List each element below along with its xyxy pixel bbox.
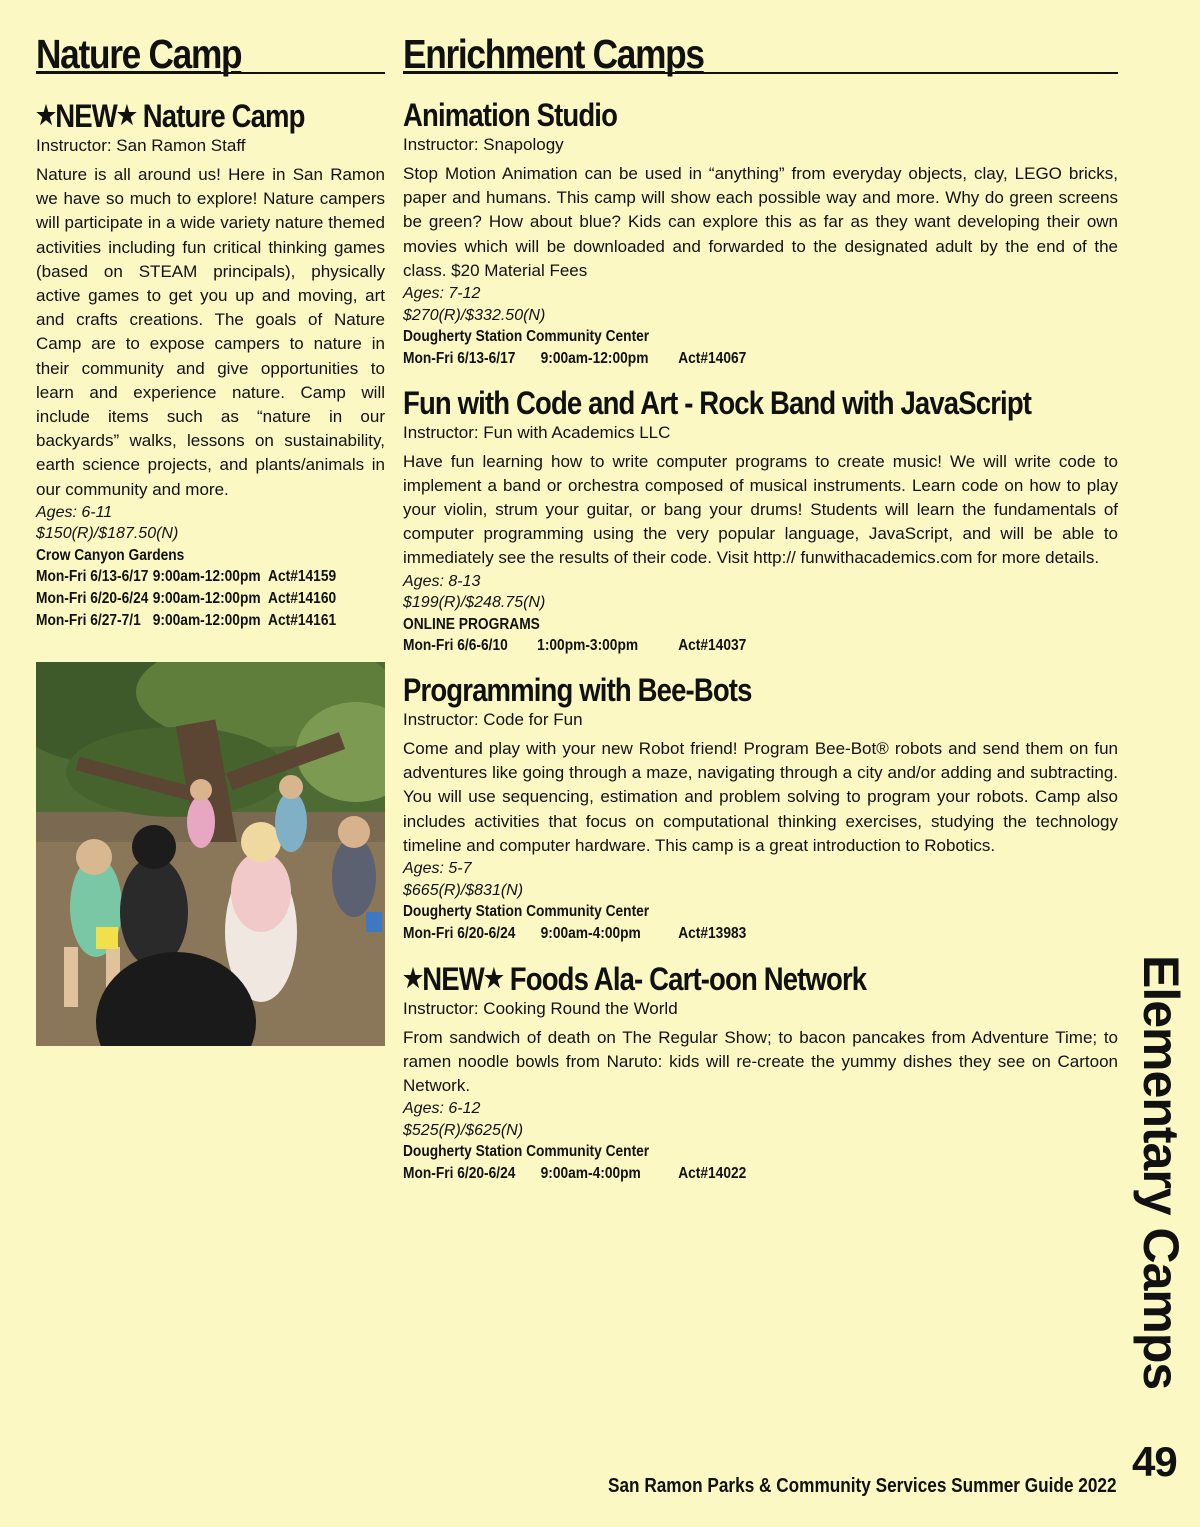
price: $150(R)/$187.50(N) bbox=[36, 525, 179, 543]
star-icon: ★ bbox=[116, 100, 137, 130]
price: $270(R)/$332.50(N) bbox=[403, 306, 546, 324]
camp-title: Fun with Code and Art - Rock Band with JavaScript bbox=[403, 384, 1032, 421]
camp-description: Come and play with your new Robot friend! Program Bee-Bot® robots and send them on fun adventures like going through a maze, navigating through a city and/or adding and subtracting. You will use sequencing, estimation and problem solving to program your robots. Camp also includes activities that focus on computational thinking exercises, studying the technology timeline and computer hardware. This camp is a great introduction to Robotics. bbox=[403, 739, 1118, 855]
nature-camp-photo bbox=[36, 662, 385, 1046]
ages: Ages: 7-12 bbox=[403, 285, 481, 303]
enrichment-camps-column bbox=[403, 30, 1118, 1185]
instructor: Instructor: Cooking Round the World bbox=[403, 998, 678, 1018]
session-days: Mon-Fri 6/13-6/17 bbox=[403, 349, 516, 367]
side-tab-elementary-camps: Elementary Camps bbox=[1133, 955, 1189, 1390]
new-badge: NEW bbox=[422, 960, 484, 997]
location: Dougherty Station Community Center bbox=[403, 903, 650, 921]
session-row bbox=[403, 348, 1018, 370]
camp-bee-bots bbox=[403, 671, 1118, 945]
ages: Ages: 6-12 bbox=[403, 1100, 481, 1118]
session-act: Act#14067 bbox=[678, 349, 747, 367]
star-icon: ★ bbox=[403, 962, 423, 993]
ages: Ages: 8-13 bbox=[403, 572, 481, 590]
session-days: Mon-Fri 6/20-6/24 bbox=[403, 1164, 516, 1182]
nature-camp-column bbox=[36, 30, 385, 632]
session-days: Mon-Fri 6/20-6/24 bbox=[403, 924, 516, 942]
session-act: Act#14161 bbox=[268, 612, 337, 630]
camp-title bbox=[403, 959, 1018, 998]
instructor: Instructor: San Ramon Staff bbox=[36, 136, 246, 155]
session-row bbox=[403, 635, 1018, 657]
session-row bbox=[403, 923, 1018, 945]
session-days: Mon-Fri 6/6-6/10 bbox=[403, 637, 508, 655]
location: Dougherty Station Community Center bbox=[403, 1143, 650, 1161]
footer: San Ramon Parks & Community Services Summer Guide 2022 bbox=[608, 1475, 1117, 1497]
camp-nature-camp bbox=[36, 96, 385, 632]
session-row bbox=[403, 1163, 1018, 1185]
ages: Ages: 6-11 bbox=[36, 503, 113, 521]
star-icon: ★ bbox=[483, 962, 504, 993]
price: $525(R)/$625(N) bbox=[403, 1121, 524, 1139]
session-act: Act#14022 bbox=[678, 1164, 747, 1182]
camp-foods-cartoon-network bbox=[403, 959, 1118, 1185]
session-time: 9:00am-4:00pm bbox=[540, 1164, 641, 1182]
instructor: Instructor: Snapology bbox=[403, 135, 564, 154]
session-row bbox=[36, 566, 336, 588]
session-days: Mon-Fri 6/20-6/24 bbox=[36, 590, 149, 608]
section-title-enrichment-camps: Enrichment Camps bbox=[403, 31, 704, 77]
session-time: 9:00am-12:00pm bbox=[152, 590, 261, 608]
camp-description: From sandwich of death on The Regular Show; to bacon pancakes from Adventure Time; to ramen noodle bowls from Naruto: kids will re-create the yummy dishes they see on Cartoon Network. bbox=[403, 1027, 1118, 1095]
instructor: Instructor: Code for Fun bbox=[403, 710, 583, 730]
star-icon: ★ bbox=[36, 100, 56, 130]
session-act: Act#14159 bbox=[268, 568, 337, 586]
camp-title: Programming with Bee-Bots bbox=[403, 672, 752, 709]
camp-title bbox=[36, 96, 336, 135]
session-row bbox=[36, 610, 336, 632]
location: Dougherty Station Community Center bbox=[403, 328, 650, 346]
session-time: 9:00am-12:00pm bbox=[152, 612, 261, 630]
session-act: Act#14037 bbox=[678, 637, 747, 655]
camp-title-text: Foods Ala- Cart-oon Network bbox=[509, 960, 867, 997]
session-days: Mon-Fri 6/27-7/1 bbox=[36, 612, 141, 630]
session-time: 9:00am-12:00pm bbox=[152, 568, 261, 586]
camp-description: Have fun learning how to write computer programs to create music! We will write code to implement a band or orchestra composed of musical instruments. Learn code on how to play your violin, strum your guitar, or bang your drums! Students will learn the fundamentals of computer programming using the very popular language, JavaScript, and will be able to immediately see the results of their code. Visit http:// funwithacademics.com for more details. bbox=[403, 451, 1118, 568]
location: ONLINE PROGRAMS bbox=[403, 615, 540, 633]
session-act: Act#14160 bbox=[268, 590, 337, 608]
camp-animation-studio bbox=[403, 96, 1118, 370]
camp-description: Stop Motion Animation can be used in “anything” from everyday objects, clay, LEGO bricks, paper and humans. This camp will show each possible way and more. Why do green screens be green? How about blue? Kids can explore this as far as they want developing their own movies which will be downloaded and forwarded to the designated adult by the end of the class. $20 Material Fees bbox=[403, 164, 1118, 280]
session-days: Mon-Fri 6/13-6/17 bbox=[36, 568, 149, 586]
new-badge: NEW bbox=[55, 98, 117, 134]
page-number: 49 bbox=[1132, 1438, 1177, 1485]
session-time: 9:00am-4:00pm bbox=[540, 924, 641, 942]
location: Crow Canyon Gardens bbox=[36, 546, 185, 564]
session-time: 1:00pm-3:00pm bbox=[537, 637, 639, 655]
price: $665(R)/$831(N) bbox=[403, 881, 524, 899]
ages: Ages: 5-7 bbox=[403, 860, 472, 878]
session-act: Act#13983 bbox=[678, 924, 747, 942]
instructor: Instructor: Fun with Academics LLC bbox=[403, 422, 671, 442]
camp-title: Animation Studio bbox=[403, 97, 618, 133]
session-row bbox=[36, 588, 336, 610]
section-title-nature-camp: Nature Camp bbox=[36, 31, 242, 77]
camp-fun-with-code bbox=[403, 384, 1118, 658]
camp-title-text: Nature Camp bbox=[142, 98, 305, 134]
camp-description: Nature is all around us! Here in San Ramon we have so much to explore! Nature campers will participate in a wide variety nature themed activities including fun critical thinking games (based on STEAM principals), physically active games to get you up and moving, art and crafts creations. The goals of Nature Camp are to expose campers to nature in their community and give opportunities to learn and experience nature. Camp will include items such as “nature in our backyards” walks, lessons on sustainability, earth science projects, and plants/animals in our community and more. bbox=[36, 165, 385, 499]
session-time: 9:00am-12:00pm bbox=[540, 349, 649, 367]
price: $199(R)/$248.75(N) bbox=[403, 594, 546, 612]
